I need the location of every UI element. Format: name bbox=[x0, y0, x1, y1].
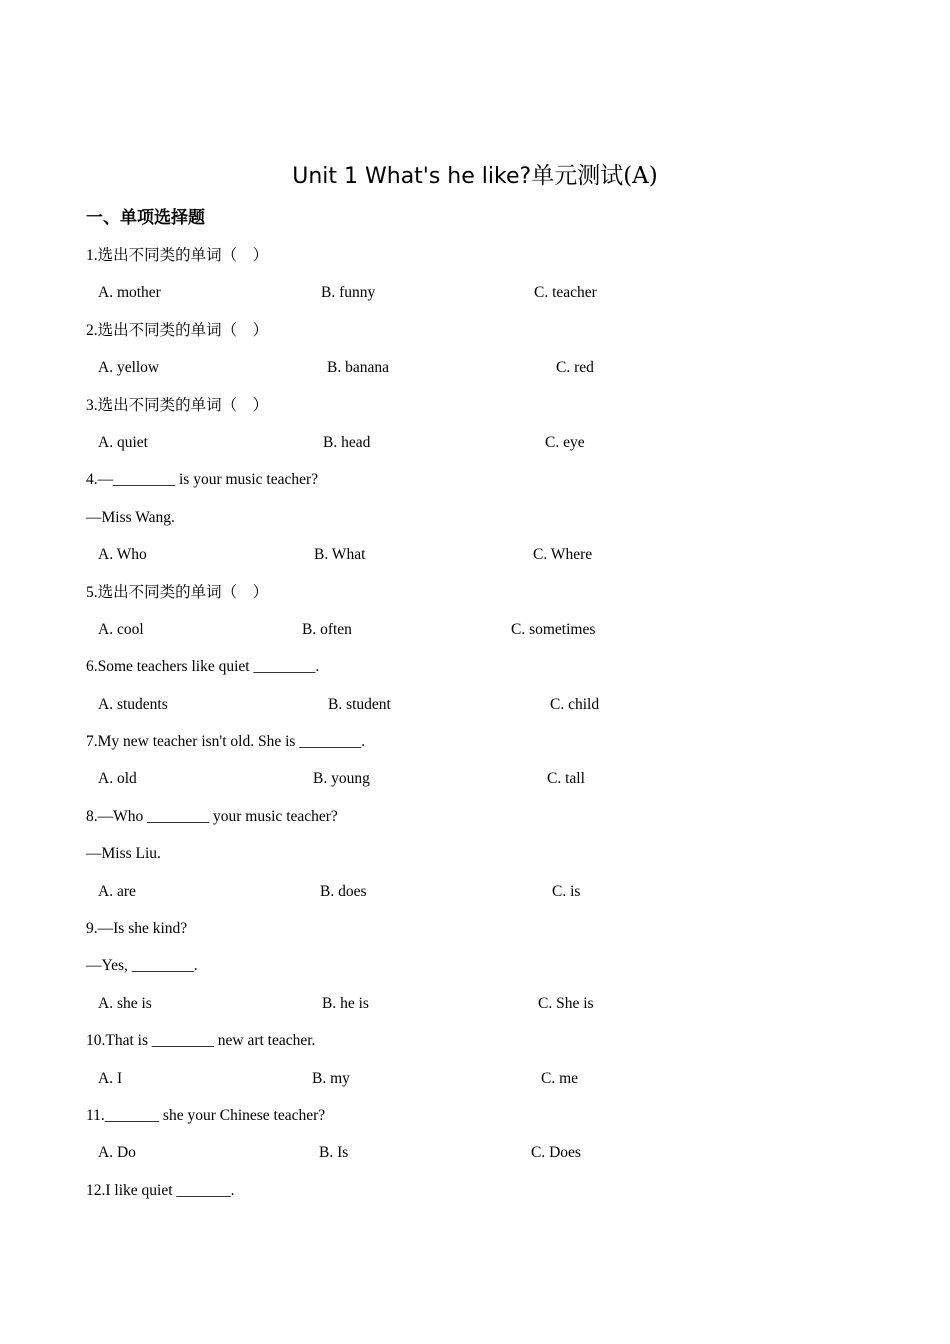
option-a: A. yellow bbox=[98, 359, 160, 377]
question-6-options bbox=[86, 692, 866, 729]
question-1-stem: 1.选出不同类的单词（ ） bbox=[86, 247, 269, 264]
option-b: B. What bbox=[314, 546, 366, 564]
option-c: C. eye bbox=[545, 433, 585, 451]
question-6-stem: 6.Some teachers like quiet ________. bbox=[86, 658, 320, 676]
question-2-stem: 2.选出不同类的单词（ ） bbox=[86, 321, 269, 339]
option-c: C. Does bbox=[531, 1144, 581, 1162]
option-c: C. Where bbox=[533, 546, 593, 564]
section-heading: 一、单项选择题 bbox=[86, 208, 205, 228]
question-9-stem: 9.—Is she kind? bbox=[86, 920, 188, 938]
option-b: B. banana bbox=[327, 359, 389, 377]
option-a: A. quiet bbox=[98, 433, 148, 451]
question-4-answer-line: —Miss Wang. bbox=[86, 508, 175, 526]
option-a: A. mother bbox=[98, 284, 161, 302]
option-c: C. tall bbox=[547, 770, 585, 788]
option-c: C. teacher bbox=[534, 284, 597, 302]
option-a: A. I bbox=[98, 1069, 123, 1087]
option-a: A. she is bbox=[98, 994, 152, 1012]
option-c: C. She is bbox=[538, 994, 594, 1012]
option-b: B. head bbox=[323, 433, 371, 451]
option-a: A. students bbox=[98, 695, 168, 713]
option-b: B. does bbox=[320, 882, 367, 900]
question-4-options bbox=[86, 542, 866, 579]
question-4-stem: 4.—________ is your music teacher? bbox=[86, 471, 319, 489]
question-list bbox=[86, 243, 866, 1215]
question-7-options bbox=[86, 766, 866, 803]
option-c: C. me bbox=[541, 1069, 579, 1087]
question-8-answer-line: —Miss Liu. bbox=[86, 845, 161, 863]
option-c: C. sometimes bbox=[511, 620, 596, 638]
question-10-stem: 10.That is ________ new art teacher. bbox=[86, 1032, 316, 1050]
question-3-options bbox=[86, 430, 866, 467]
question-9-options bbox=[86, 991, 866, 1028]
option-c: C. red bbox=[556, 359, 594, 377]
option-a: A. Who bbox=[98, 546, 147, 564]
question-5-stem: 5.选出不同类的单词（ ） bbox=[86, 583, 269, 601]
question-7-stem: 7.My new teacher isn't old. She is ________. bbox=[86, 733, 366, 751]
option-b: B. funny bbox=[321, 284, 376, 302]
option-b: B. student bbox=[328, 695, 391, 713]
question-3-stem: 3.选出不同类的单词（ ） bbox=[86, 396, 269, 414]
option-b: B. he is bbox=[322, 994, 369, 1012]
option-b: B. often bbox=[302, 620, 352, 638]
question-2-options bbox=[86, 355, 866, 392]
question-8-stem: 8.—Who ________ your music teacher? bbox=[86, 807, 338, 825]
option-b: B. Is bbox=[319, 1144, 349, 1162]
question-12-stem: 12.I like quiet _______. bbox=[86, 1181, 235, 1199]
question-5-options bbox=[86, 617, 866, 654]
question-10-options bbox=[86, 1066, 866, 1103]
option-a: A. old bbox=[98, 770, 137, 788]
option-c: C. child bbox=[550, 695, 600, 713]
question-11-stem: 11._______ she your Chinese teacher? bbox=[86, 1106, 326, 1124]
option-b: B. my bbox=[312, 1069, 350, 1087]
page-title bbox=[0, 160, 950, 193]
option-c: C. is bbox=[552, 882, 581, 900]
option-a: A. Do bbox=[98, 1144, 136, 1162]
option-a: A. are bbox=[98, 882, 136, 900]
title-english: Unit 1 What's he like? bbox=[292, 164, 532, 189]
question-11-options bbox=[86, 1140, 866, 1177]
title-chinese: 单元测试(A) bbox=[531, 163, 658, 189]
question-8-options bbox=[86, 879, 866, 916]
question-9-answer-line: —Yes, ________. bbox=[86, 957, 198, 975]
option-a: A. cool bbox=[98, 620, 144, 638]
option-b: B. young bbox=[313, 770, 370, 788]
question-1-options bbox=[86, 280, 866, 317]
